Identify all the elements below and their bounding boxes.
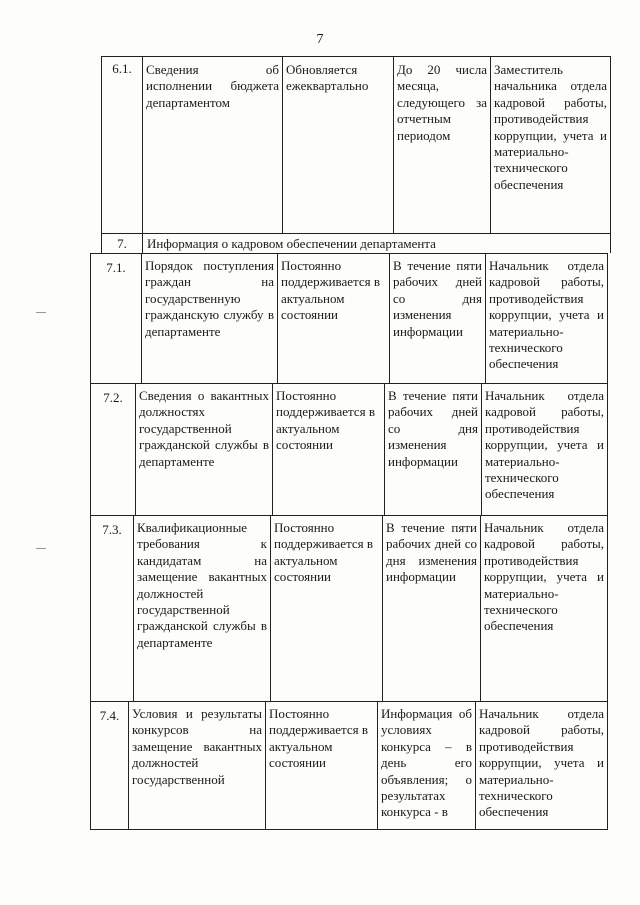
deadline: В течение пяти рабочих дней со дня изменения информации: [388, 388, 478, 469]
deadline: В течение пяти рабочих дней со дня изменения информации: [386, 520, 477, 585]
deadline: Информация об условиях конкурса – в день его объявления; о результатах конкурса - в: [381, 706, 472, 820]
update-period: Постоянно поддерживается в актуальном состоянии: [281, 258, 381, 323]
page-number: 7: [316, 32, 324, 47]
row-number: 7.3.: [102, 522, 122, 537]
info-name: Квалификационные требования к кандидатам на замещение вакантных должностей государственной гражданской службы в департаменте: [137, 520, 267, 650]
scan-mark: [36, 312, 46, 313]
responsible: Начальник отдела кадровой работы, противодействия коррупции, учета и материально-технического обеспечения: [485, 388, 604, 502]
update-period: Постоянно поддерживается в актуальном состоянии: [269, 706, 369, 771]
row-number: 7.1.: [106, 260, 126, 275]
scan-mark: [36, 548, 46, 549]
responsible: Начальник отдела кадровой работы, противодействия коррупции, учета и материально-технического обеспечения: [479, 706, 604, 820]
table-part-1: [101, 56, 611, 253]
update-period: Постоянно поддерживается в актуальном состоянии: [274, 520, 374, 585]
info-name: Условия и результаты конкурсов на замещение вакантных должностей государственной: [132, 706, 262, 787]
table-part-2: [90, 253, 608, 830]
row-number: 6.1.: [112, 61, 132, 76]
responsible: Начальник отдела кадровой работы, противодействия коррупции, учета и материально-технического обеспечения: [489, 258, 604, 372]
row-number: 7.2.: [103, 390, 123, 405]
info-name: Сведения об исполнении бюджета департаментом: [146, 62, 279, 110]
responsible: Заместитель начальника отдела кадровой работы, противодействия коррупции, учета и материально-технического обеспечения: [494, 62, 607, 192]
info-name: Порядок поступления граждан на государственную гражданскую службу в департаменте: [145, 258, 274, 339]
deadline: До 20 числа месяца, следующего за отчетным периодом: [397, 62, 487, 143]
update-period: Постоянно поддерживается в актуальном состоянии: [276, 388, 376, 453]
section-number: 7.: [117, 236, 127, 251]
row-divider: [102, 233, 610, 234]
section-title: Информация о кадровом обеспечении департамента: [147, 236, 436, 251]
deadline: В течение пяти рабочих дней со дня изменения информации: [393, 258, 482, 339]
info-name: Сведения о вакантных должностях государственной гражданской службы в департаменте: [139, 388, 269, 469]
row-number: 7.4.: [99, 708, 120, 723]
responsible: Начальник отдела кадровой работы, противодействия коррупции, учета и материально-технического обеспечения: [484, 520, 604, 634]
update-period: Обновляется ежеквартально: [286, 62, 369, 94]
